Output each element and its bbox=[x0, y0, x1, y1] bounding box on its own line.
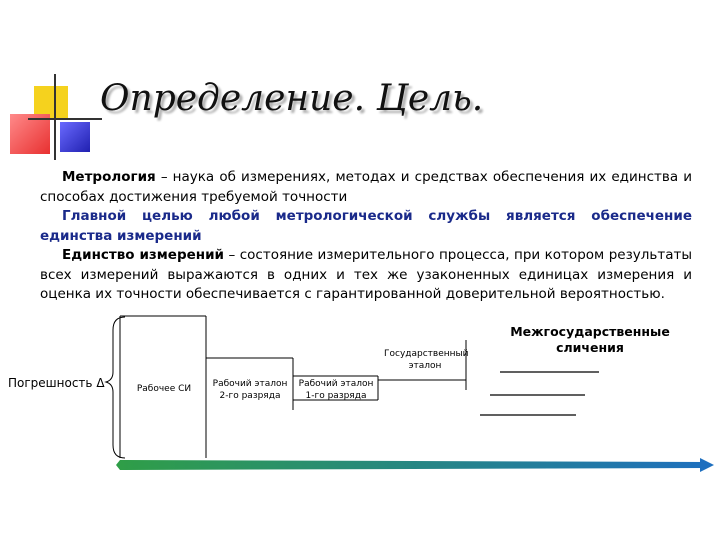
term-unity: Единство измерений bbox=[62, 247, 225, 263]
goal-statement: Главной целью любой метрологической службы является обеспечение единства измерений bbox=[40, 208, 692, 244]
term-metrology: Метрология bbox=[62, 169, 156, 185]
paragraph-unity bbox=[40, 246, 692, 305]
label-etalon-1: Рабочий эталон 1-го разряда bbox=[298, 379, 374, 401]
logo-vertical-line bbox=[54, 74, 56, 160]
paragraph-metrology bbox=[40, 168, 692, 207]
left-brace bbox=[106, 317, 125, 458]
definition-text bbox=[40, 168, 692, 305]
label-intl-comparison: Межгосударственные сличения bbox=[510, 324, 670, 355]
logo-blue-square bbox=[60, 122, 90, 152]
definition-unity: – состояние измерительного процесса, при котором результаты всех измерений выражаются в одних и тех же узаконенных единицах измерения и оценка их точности обеспечивается с гарантированной доверительной вероятностью. bbox=[40, 247, 692, 302]
label-state-etalon: Государственный эталон bbox=[384, 349, 469, 371]
label-etalon-2: Рабочий эталон 2-го разряда bbox=[212, 379, 288, 401]
label-working-si: Рабочее СИ bbox=[136, 384, 192, 394]
logo-horizontal-line bbox=[28, 118, 102, 120]
axis-label-error: Погрешность Δ bbox=[8, 376, 105, 390]
page-title: Определение. Цель. bbox=[100, 78, 484, 119]
logo-red-square bbox=[10, 114, 50, 154]
title-logo bbox=[10, 70, 105, 160]
error-axis-arrow bbox=[116, 460, 712, 470]
definition-metrology: – наука об измерениях, методах и средствах обеспечения их единства и способах достижения требуемой точности bbox=[40, 169, 692, 205]
paragraph-goal bbox=[40, 207, 692, 246]
